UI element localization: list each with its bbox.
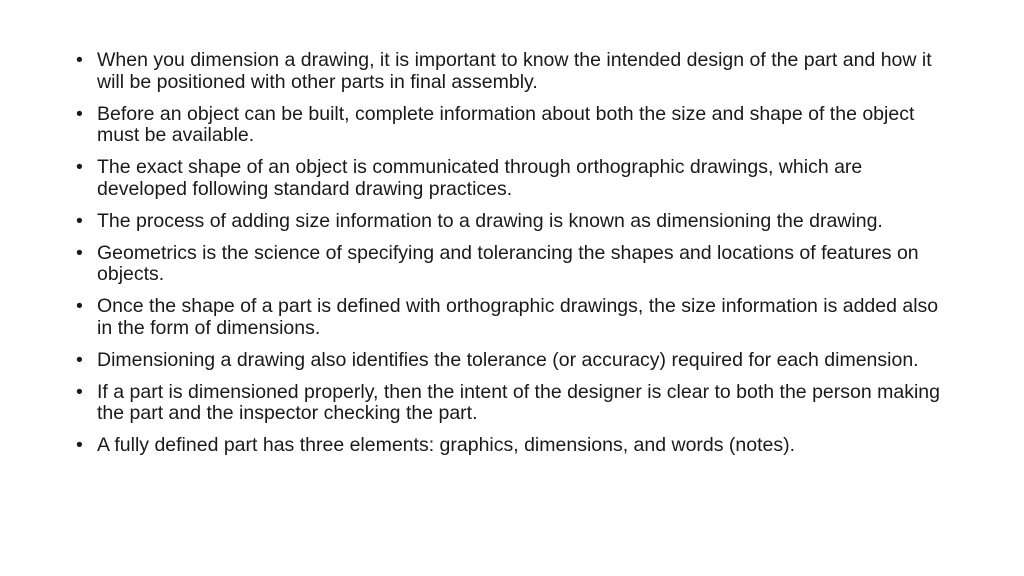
bullet-mark: •: [76, 380, 83, 403]
bullet-text: A fully defined part has three elements: graphics, dimensions, and words (notes).: [97, 434, 796, 456]
list-item: [76, 211, 946, 233]
bullet-text: If a part is dimensioned properly, then the intent of the designer is clear to both the person making the part and the inspector checking the part.: [97, 380, 940, 424]
bullet-text: The process of adding size information to a drawing is known as dimensioning the drawing.: [97, 209, 883, 232]
bullet-mark: •: [76, 156, 83, 178]
bullet-text: Before an object can be built, complete information about both the size and shape of the object must be available.: [97, 102, 915, 146]
list-item: [76, 435, 946, 457]
bullet-mark: •: [76, 102, 83, 125]
list-item: [76, 243, 946, 286]
list-item: [76, 157, 946, 200]
bullet-mark: •: [76, 241, 83, 264]
list-item: [76, 104, 946, 147]
bullet-text: When you dimension a drawing, it is important to know the intended design of the part and how it will be positioned with other parts in final assembly.: [97, 49, 932, 93]
bullet-text: The exact shape of an object is communicated through orthographic drawings, which are developed following standard drawing practices.: [97, 156, 863, 200]
list-item: [76, 382, 946, 425]
bullet-text: Dimensioning a drawing also identifies the tolerance (or accuracy) required for each dimension.: [97, 348, 919, 371]
list-item: [76, 350, 946, 372]
bullet-text: Geometrics is the science of specifying and tolerancing the shapes and locations of features on objects.: [97, 241, 919, 285]
list-item: [76, 296, 946, 339]
bullet-mark: •: [76, 348, 83, 371]
bullet-mark: •: [76, 49, 83, 71]
bullet-mark: •: [76, 434, 83, 456]
bullet-mark: •: [76, 209, 83, 232]
bullet-list: [76, 50, 946, 467]
list-item: [76, 50, 946, 93]
bullet-mark: •: [76, 295, 83, 317]
bullet-text: Once the shape of a part is defined with orthographic drawings, the size information is added also in the form of dimensions.: [97, 295, 939, 339]
